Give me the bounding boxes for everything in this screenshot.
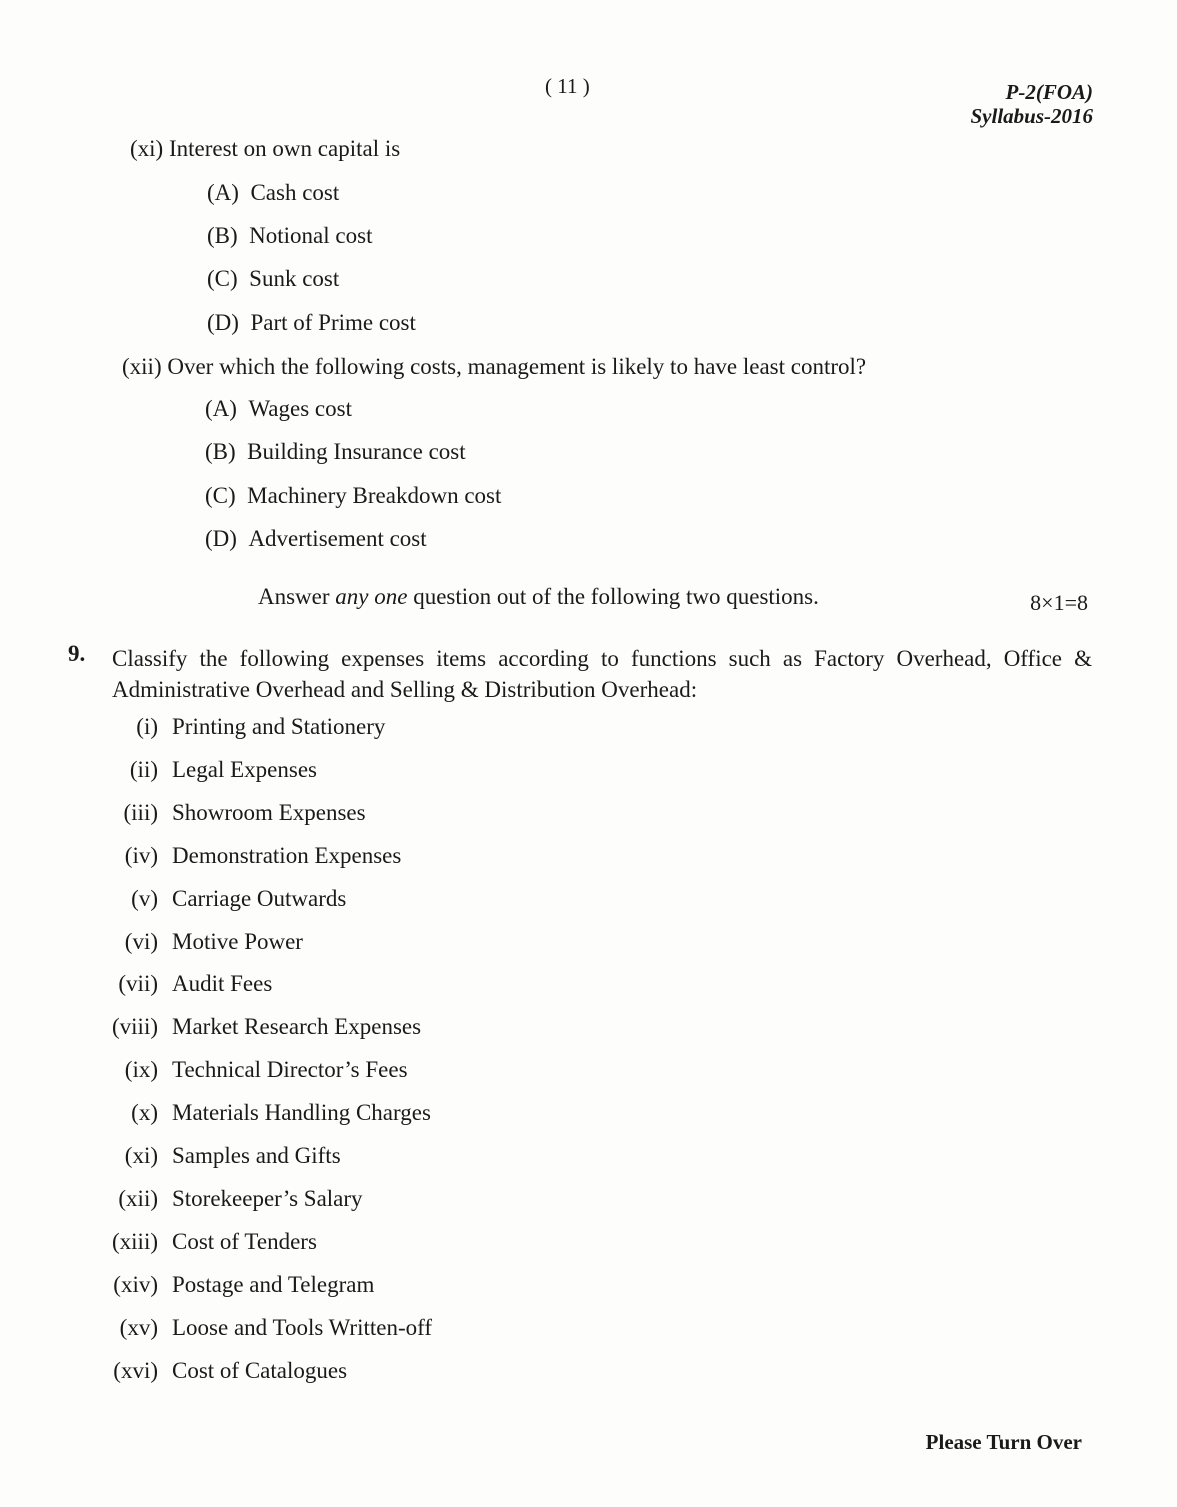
question-number: (xi)	[130, 136, 164, 161]
item-number: (xi)	[124, 1143, 158, 1168]
question-xii	[122, 354, 866, 380]
item-text: Postage and Telegram	[172, 1271, 375, 1297]
item-text: Cost of Catalogues	[172, 1357, 348, 1383]
item-text: Technical Director’s Fees	[172, 1057, 408, 1083]
option-d: (D) Part of Prime cost	[207, 310, 416, 335]
item-text: Showroom Expenses	[172, 799, 366, 825]
option-a: (A) Cash cost	[207, 180, 340, 205]
item-number: (iv)	[124, 842, 158, 868]
item-text: Loose and Tools Written-off	[172, 1314, 433, 1340]
paper-code: P-2(FOA)	[1005, 80, 1093, 104]
item-number: (x)	[131, 1100, 158, 1126]
question-9-text: Classify the following expenses items according to functions such as Factory Overhead, Office & Administrative Overhead and Selling & Distribution Overhead:	[112, 646, 1092, 702]
option-b: (B) Notional cost	[207, 223, 373, 248]
item-text: Carriage Outwards	[172, 885, 347, 911]
item-text: Storekeeper’s Salary	[172, 1185, 363, 1211]
question-text: Over which the following costs, management is likely to have least control?	[167, 354, 867, 379]
item-number: (xii)	[118, 1185, 158, 1211]
item-number: (viii)	[112, 1014, 158, 1040]
please-turn-over: Please Turn Over	[925, 1430, 1082, 1454]
item-text: Cost of Tenders	[172, 1228, 317, 1254]
item-text: Market Research Expenses	[172, 1014, 422, 1040]
item-number: (xv)	[119, 1314, 158, 1340]
question-text: Interest on own capital is	[168, 136, 401, 161]
item-number: (ii)	[129, 756, 158, 782]
item-number: (iii)	[123, 799, 158, 825]
instruction-text: Answer any one question out of the following two questions.	[258, 584, 819, 609]
item-text: Motive Power	[172, 928, 303, 954]
item-text: Legal Expenses	[172, 756, 317, 782]
item-number: (vii)	[118, 971, 158, 997]
item-number: (ix)	[124, 1057, 158, 1083]
option-b: (B) Building Insurance cost	[205, 439, 466, 464]
syllabus-label: Syllabus-2016	[970, 104, 1093, 128]
option-d: (D) Advertisement cost	[205, 526, 427, 551]
option-c: (C) Sunk cost	[207, 266, 340, 291]
page-number: ( 11 )	[545, 74, 590, 98]
question-number: (xii)	[122, 354, 162, 379]
question-9-number: 9.	[68, 641, 86, 666]
item-number: (i)	[136, 714, 158, 739]
question-xi	[130, 136, 400, 162]
option-a: (A) Wages cost	[205, 396, 352, 421]
item-text: Demonstration Expenses	[172, 842, 402, 868]
item-number: (v)	[131, 885, 158, 911]
option-c: (C) Machinery Breakdown cost	[205, 483, 502, 508]
item-text: Materials Handling Charges	[172, 1100, 431, 1126]
item-number: (vi)	[124, 928, 158, 954]
marks-label: 8×1=8	[1030, 590, 1088, 615]
item-text: Samples and Gifts	[172, 1143, 341, 1168]
item-number: (xvi)	[113, 1357, 158, 1383]
item-number: (xiii)	[112, 1228, 158, 1254]
item-text: Printing and Stationery	[172, 714, 386, 739]
item-text: Audit Fees	[172, 971, 273, 997]
item-number: (xiv)	[113, 1271, 158, 1297]
